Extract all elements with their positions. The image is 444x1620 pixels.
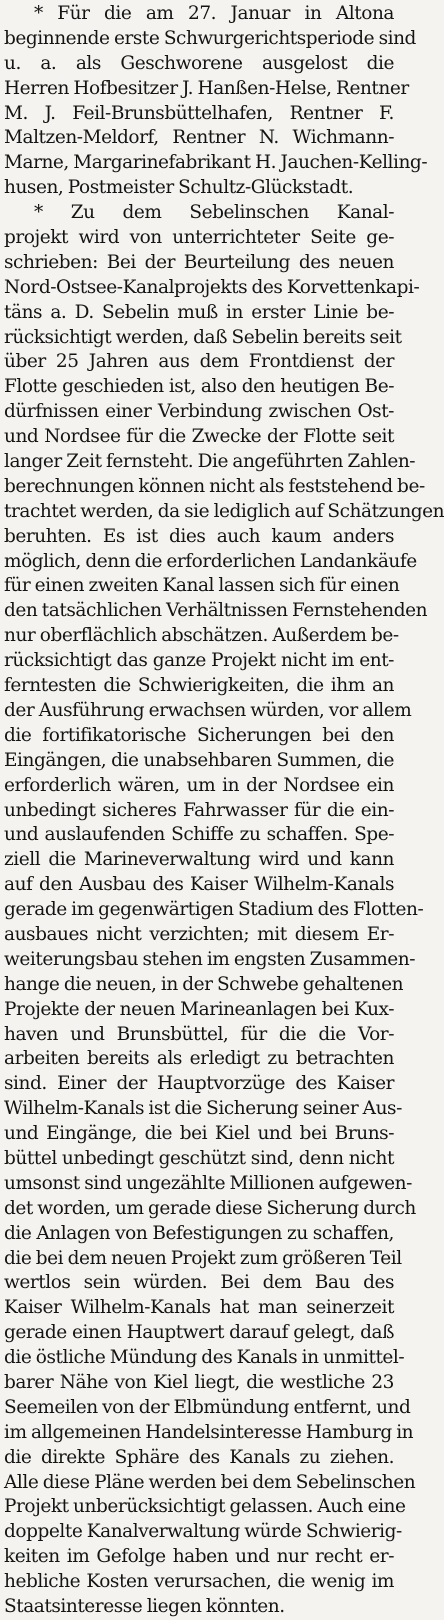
- text-line: det worden, um gerade diese Sicherung durch: [4, 1197, 416, 1219]
- text-line: trachtet werden, da sie lediglich auf Schätzungen: [4, 500, 444, 522]
- text-line: die fortifikatorische Sicherungen bei den: [4, 724, 394, 746]
- text-line: beruhten. Es ist dies auch kaum anders: [4, 525, 394, 547]
- text-line: keiten im Gefolge haben und nur recht er-: [4, 1546, 394, 1568]
- text-line: u. a. als Geschworene ausgelost die: [4, 52, 394, 74]
- text-line: auf den Ausbau des Kaiser Wilhelm-Kanals: [4, 874, 394, 896]
- text-line: den tatsächlichen Verhältnissen Fernstehenden: [4, 600, 428, 622]
- text-line: rücksichtigt werden, daß Sebelin bereits seit: [4, 326, 402, 348]
- text-line: rücksichtigt das ganze Projekt nicht im ent-: [4, 650, 394, 672]
- text-line: * Für die am 27. Januar in Altona: [34, 3, 394, 24]
- text-line: Staatsinteresse liegen könnten.: [4, 1596, 285, 1617]
- text-line: die Anlagen von Befestigungen zu schaffen,: [4, 1222, 394, 1244]
- text-line: für einen zweiten Kanal lassen sich für einen: [4, 575, 400, 597]
- text-line: hange die neuen, in der Schwebe gehaltenen: [4, 973, 404, 995]
- text-line: die östliche Mündung des Kanals in unmittel-: [4, 1347, 405, 1369]
- text-line: * Zu dem Sebelinschen Kanal-: [34, 202, 394, 224]
- text-line: ausbaues nicht verzichten; mit diesem Er-: [4, 923, 394, 945]
- text-line: projekt wird von unterrichteter Seite ge-: [4, 227, 394, 249]
- text-line: der Ausführung erwachsen würden, vor allem: [4, 699, 412, 721]
- text-line: gerade im gegenwärtigen Stadium des Flotten-: [4, 899, 424, 921]
- text-line: sind. Einer der Hauptvorzüge des Kaiser: [4, 1073, 394, 1095]
- text-line: umsonst sind ungezählte Millionen aufgewen-: [4, 1172, 412, 1194]
- article-paragraph-canal-project: [4, 201, 444, 1620]
- text-line: dürfnissen einer Verbindung zwischen Ost-: [4, 401, 394, 423]
- text-line: und Eingänge, die bei Kiel und bei Bruns-: [4, 1123, 394, 1145]
- text-line: unbedingt sicheres Fahrwasser für die ein-: [4, 799, 394, 821]
- text-line: ferntesten die Schwierigkeiten, die ihm an: [4, 675, 394, 697]
- text-line: und auslaufenden Schiffe zu schaffen. Spe-: [4, 824, 394, 846]
- text-line: Wilhelm-Kanals ist die Sicherung seiner Aus-: [4, 1098, 402, 1120]
- text-line: Nord-Ostsee-Kanalprojekts des Korvettenkapi-: [4, 276, 420, 298]
- text-line: möglich, denn die erforderlichen Landankäufe: [4, 550, 417, 572]
- text-line: Marne, Margarinefabrikant H. Jauchen-Kelling-: [4, 152, 428, 174]
- text-line: Herren Hofbesitzer J. Hanßen-Helse, Rentner: [4, 77, 409, 99]
- text-line: Projekt unberücksichtigt gelassen. Auch eine: [4, 1496, 406, 1518]
- text-line: doppelte Kanalverwaltung würde Schwierig-: [4, 1521, 402, 1543]
- text-line: arbeiten bereits als erledigt zu betrachten: [4, 1048, 394, 1070]
- text-line: nur oberflächlich abschätzen. Außerdem be-: [4, 625, 399, 647]
- text-line: und Nordsee für die Zwecke der Flotte seit: [4, 426, 394, 448]
- text-line: husen, Postmeister Schultz-Glückstadt.: [4, 177, 354, 199]
- text-line: Seemeilen von der Elbmündung entfernt, und: [4, 1396, 411, 1418]
- text-line: hebliche Kosten verursachen, die wenig im: [4, 1571, 394, 1593]
- text-line: langer Zeit fernsteht. Die angeführten Zahlen-: [4, 451, 416, 473]
- text-line: über 25 Jahren aus dem Frontdienst der: [4, 351, 394, 373]
- text-line: Maltzen-Meldorf, Rentner N. Wichmann-: [4, 127, 394, 149]
- text-line: Flotte geschieden ist, also den heutigen Be-: [4, 376, 394, 398]
- text-line: die direkte Sphäre des Kanals zu ziehen.: [4, 1446, 394, 1468]
- text-line: M. J. Feil-Brunsbüttelhafen, Rentner F.: [4, 102, 394, 124]
- text-line: Eingängen, die unabsehbaren Summen, die: [4, 749, 394, 771]
- text-line: büttel unbedingt geschützt sind, denn nicht: [4, 1147, 394, 1169]
- article-paragraph-jurors: [4, 2, 428, 201]
- text-line: Kaiser Wilhelm-Kanals hat man seinerzeit: [4, 1297, 394, 1319]
- text-line: barer Nähe von Kiel liegt, die westliche 23: [4, 1371, 394, 1393]
- text-line: beginnende erste Schwurgerichtsperiode sind: [4, 27, 416, 49]
- text-line: schrieben: Bei der Beurteilung des neuen: [4, 251, 394, 273]
- text-line: täns a. D. Sebelin muß in erster Linie be-: [4, 301, 394, 323]
- text-line: im allgemeinen Handelsinteresse Hamburg in: [4, 1421, 414, 1443]
- text-line: wertlos sein würden. Bei dem Bau des: [4, 1272, 394, 1294]
- text-line: weiterungsbau stehen im engsten Zusammen-: [4, 948, 416, 970]
- text-line: haven und Brunsbüttel, für die die Vor-: [4, 1023, 394, 1045]
- text-line: berechnungen können nicht als feststehend be-: [4, 475, 425, 497]
- text-line: Projekte der neuen Marineanlagen bei Kux-: [4, 998, 394, 1020]
- text-line: ziell die Marineverwaltung wird und kann: [4, 849, 394, 871]
- text-line: Alle diese Pläne werden bei dem Sebelinschen: [4, 1471, 416, 1493]
- text-line: erforderlich wären, um in der Nordsee ein: [4, 774, 394, 796]
- text-line: die bei dem neuen Projekt zum größeren Teil: [4, 1247, 402, 1269]
- text-line: gerade einen Hauptwert darauf gelegt, daß: [4, 1322, 394, 1344]
